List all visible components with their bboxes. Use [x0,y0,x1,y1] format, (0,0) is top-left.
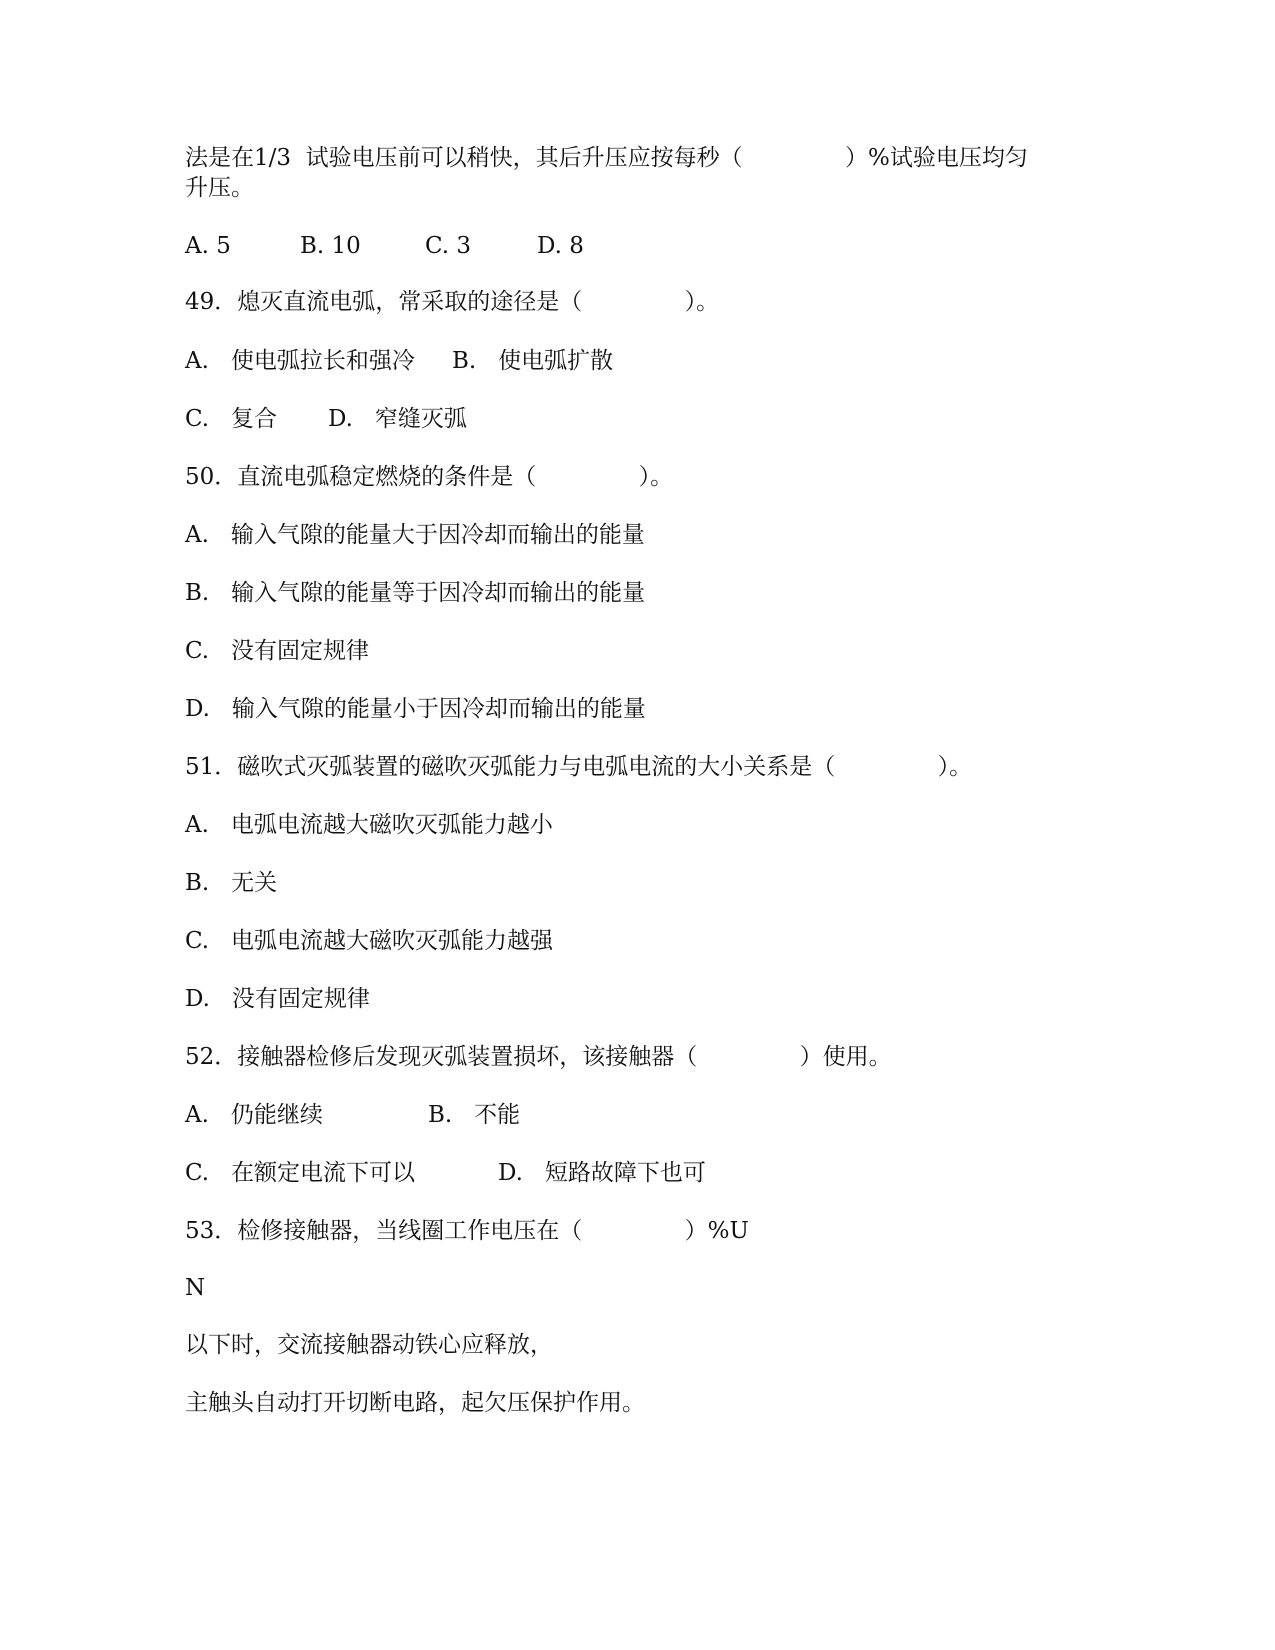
q48-option-d: D. 8 [537,233,584,259]
q48-option-a: A. 5 [185,233,231,259]
q53-stem: 53．检修接触器，当线圈工作电压在（ ）%U [185,1218,749,1244]
q51-option-d: D. 没有固定规律 [185,986,370,1012]
q49-stem: 49．熄灭直流电弧，常采取的途径是（ ）。 [185,289,720,315]
q48-option-b: B. 10 [300,233,361,259]
q52-option-d: D. 短路故障下也可 [498,1160,706,1186]
q49-option-b: B. 使电弧扩散 [452,348,614,374]
q52-option-b: B. 不能 [428,1102,521,1128]
q48-continuation-line-2: 升压。 [185,175,254,201]
q53-subscript: N [185,1275,206,1301]
q49-option-d: D. 窄缝灭弧 [328,406,467,432]
q51-option-c: C. 电弧电流越大磁吹灭弧能力越强 [185,928,554,954]
q52-option-a: A. 仍能继续 [185,1102,323,1128]
q52-stem: 52．接触器检修后发现灭弧装置损坏，该接触器（ ）使用。 [185,1044,892,1070]
q50-stem: 50．直流电弧稳定燃烧的条件是（ ）。 [185,464,674,490]
q50-option-d: D. 输入气隙的能量小于因冷却而输出的能量 [185,696,646,722]
q51-option-a: A. 电弧电流越大磁吹灭弧能力越小 [185,812,553,838]
q51-option-b: B. 无关 [185,870,278,896]
q48-option-c: C. 3 [425,233,472,259]
q53-line-3: 以下时，交流接触器动铁心应释放， [185,1332,553,1358]
q48-continuation-line-1: 法是在1/3 试验电压前可以稍快，其后升压应按每秒（ ）%试验电压均匀 [185,145,1028,171]
q49-option-a: A. 使电弧拉长和强冷 [185,348,415,374]
q51-stem: 51．磁吹式灭弧装置的磁吹灭弧能力与电弧电流的大小关系是（ ）。 [185,754,973,780]
q50-option-a: A. 输入气隙的能量大于因冷却而输出的能量 [185,522,645,548]
q53-line-4: 主触头自动打开切断电路，起欠压保护作用。 [185,1390,645,1416]
q49-option-c: C. 复合 [185,406,278,432]
q50-option-c: C. 没有固定规律 [185,638,370,664]
q52-option-c: C. 在额定电流下可以 [185,1160,416,1186]
q50-option-b: B. 输入气隙的能量等于因冷却而输出的能量 [185,580,646,606]
